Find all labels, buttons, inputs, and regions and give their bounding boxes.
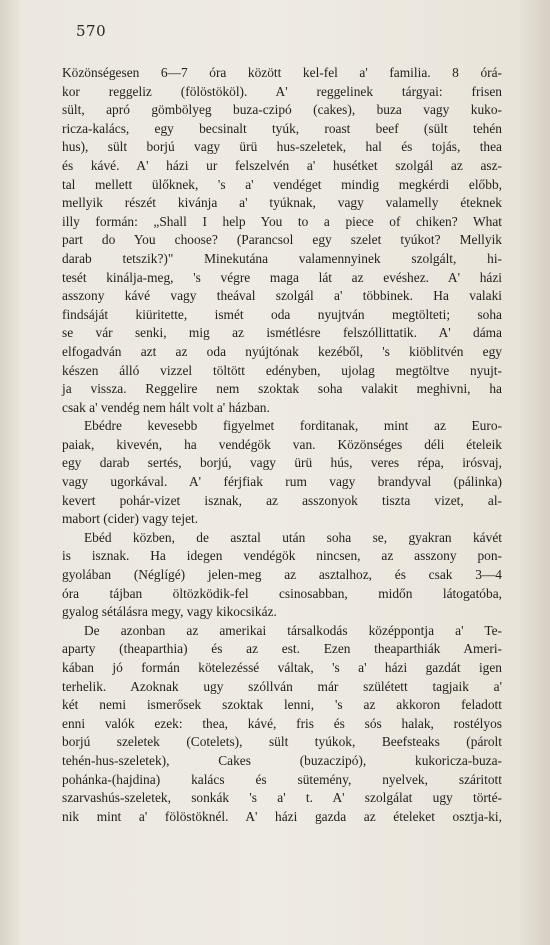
text-line: szarvashús-szeletek, sonkák 's a' t. A' szolgálat ugy törté- (62, 790, 502, 806)
text-line: Ebédre kevesebb figyelmet forditanak, mint az Euro- (84, 418, 502, 434)
text-line: asszony kávé vagy theával szolgál a' többinek. Ha valaki (62, 288, 502, 304)
text-line: tal mellett ülőknek, 's a' vendéget mindig megkérdi előbb, (62, 176, 502, 192)
text-line: enni valók ezek: thea, kávé, fris és sós halak, rostélyos (62, 715, 502, 731)
text-line: nik mint a' fölöstöknél. A' házi gazda az ételeket osztja-ki, (62, 808, 502, 824)
text-line: Közönségesen 6—7 óra között kel-fel a' familia. 8 órá- (62, 65, 502, 80)
text-line: se vár senki, mig az ismétlésre felszóllittatik. A' dáma (62, 325, 502, 341)
text-line: part do You choose? (Parancsol egy szelet tyúkot? Mellyik (62, 232, 502, 248)
text-line: két nemi ismerősek szoktak lenni, 's az akkoron feladott (62, 697, 502, 713)
text-line: vagy ugorkával. A' férjfiak rum vagy brandyval (pálinka) (62, 474, 502, 490)
text-line: paiak, kivevén, ha vendégök van. Közönséges déli ételeik (62, 436, 502, 452)
text-line: ja vissza. Reggelire nem szoktak soha valakit meghivni, ha (62, 381, 502, 397)
text-line: kevert pohár-vizet isznak, az asszonyok tiszta vizet, al- (62, 492, 502, 508)
text-line: De azonban az amerikai társalkodás középpontja a' Te- (84, 622, 502, 638)
text-line: mellyik részét kivánja a' tyúknak, vagy valamelly éteknek (62, 195, 502, 211)
text-line: illy formán: „Shall I help You to a piece of chiken? What (62, 213, 502, 229)
text-line: tehén-hus-szeletek), Cakes (buzaczipó), kukoricza-buza- (62, 752, 502, 768)
page-number: 570 (76, 22, 107, 40)
text-line: mabort (cider) vagy tejet. (62, 511, 199, 527)
text-line: tesét kinálja-meg, 's végre maga lát az evéshez. A' házi (62, 269, 502, 285)
paragraph-2 (62, 417, 502, 529)
text-line: gyalog sétálásra megy, vagy kikocsikáz. (62, 604, 277, 620)
text-line: aparty (theaparthia) és az est. Ezen theaparthiák Ameri- (62, 641, 502, 657)
text-line: ricza-kalács, egy becsinalt tyúk, roast beef (sült tehén (62, 120, 502, 136)
text-block (62, 64, 502, 826)
paragraph-1 (62, 64, 502, 417)
text-line: is isznak. Ha idegen vendégök nincsen, az asszony pon- (62, 548, 502, 564)
text-line: terhelik. Azoknak ugy szóllván már szülétett tagjaik a' (62, 678, 502, 694)
paragraph-4 (62, 622, 502, 827)
text-line: kor reggeliz (fölöstököl). A' reggelinek tárgyai: frisen (62, 83, 502, 99)
text-line: pohánka-(hajdina) kalács és sütemény, nyelvek, száritott (62, 771, 502, 787)
text-line: egy darab sertés, borjú, vagy ürü hús, veres répa, irósvaj, (62, 455, 502, 471)
text-line: gyolában (Néglígé) jelen-meg az asztalhoz, és csak 3—4 (62, 567, 502, 583)
paragraph-3 (62, 529, 502, 622)
text-line: findsáját kiüritette, ismét oda nyujtván megtölteti; soha (62, 306, 502, 322)
text-line: csak a' vendég nem hált volt a' házban. (62, 399, 270, 415)
text-line: Ebéd közben, de asztal után soha se, gyakran kávét (84, 529, 502, 545)
text-line: óra tájban öltözködik-fel csinosabban, midőn látogatóba, (62, 585, 502, 601)
text-line: hus), sült borjú vagy ürü hus-szeletek, hal és tojás, thea (62, 139, 502, 155)
text-line: és kávé. A' házi ur felszelvén a' husétket szolgál az asz- (62, 157, 502, 173)
text-line: darab tetszik?)" Minekutána valamennyinek szolgált, hi- (62, 250, 502, 266)
text-line: elfogadván azt az oda nyújtónak kezéből, 's kiöblitvén egy (62, 343, 502, 359)
text-line: kában jó formán kötelezéssé váltak, 's a' házi gazdát igen (62, 660, 502, 675)
text-line: sült, apró gömbölyeg buza-czipó (cakes), buza vagy kuko- (62, 102, 502, 118)
text-line: készen álló vizzel töltött edényben, ujolag megtöltve nyujt- (62, 362, 502, 378)
text-line: borjú szeletek (Cotelets), sült tyúkok, Beefsteaks (párolt (62, 734, 502, 750)
